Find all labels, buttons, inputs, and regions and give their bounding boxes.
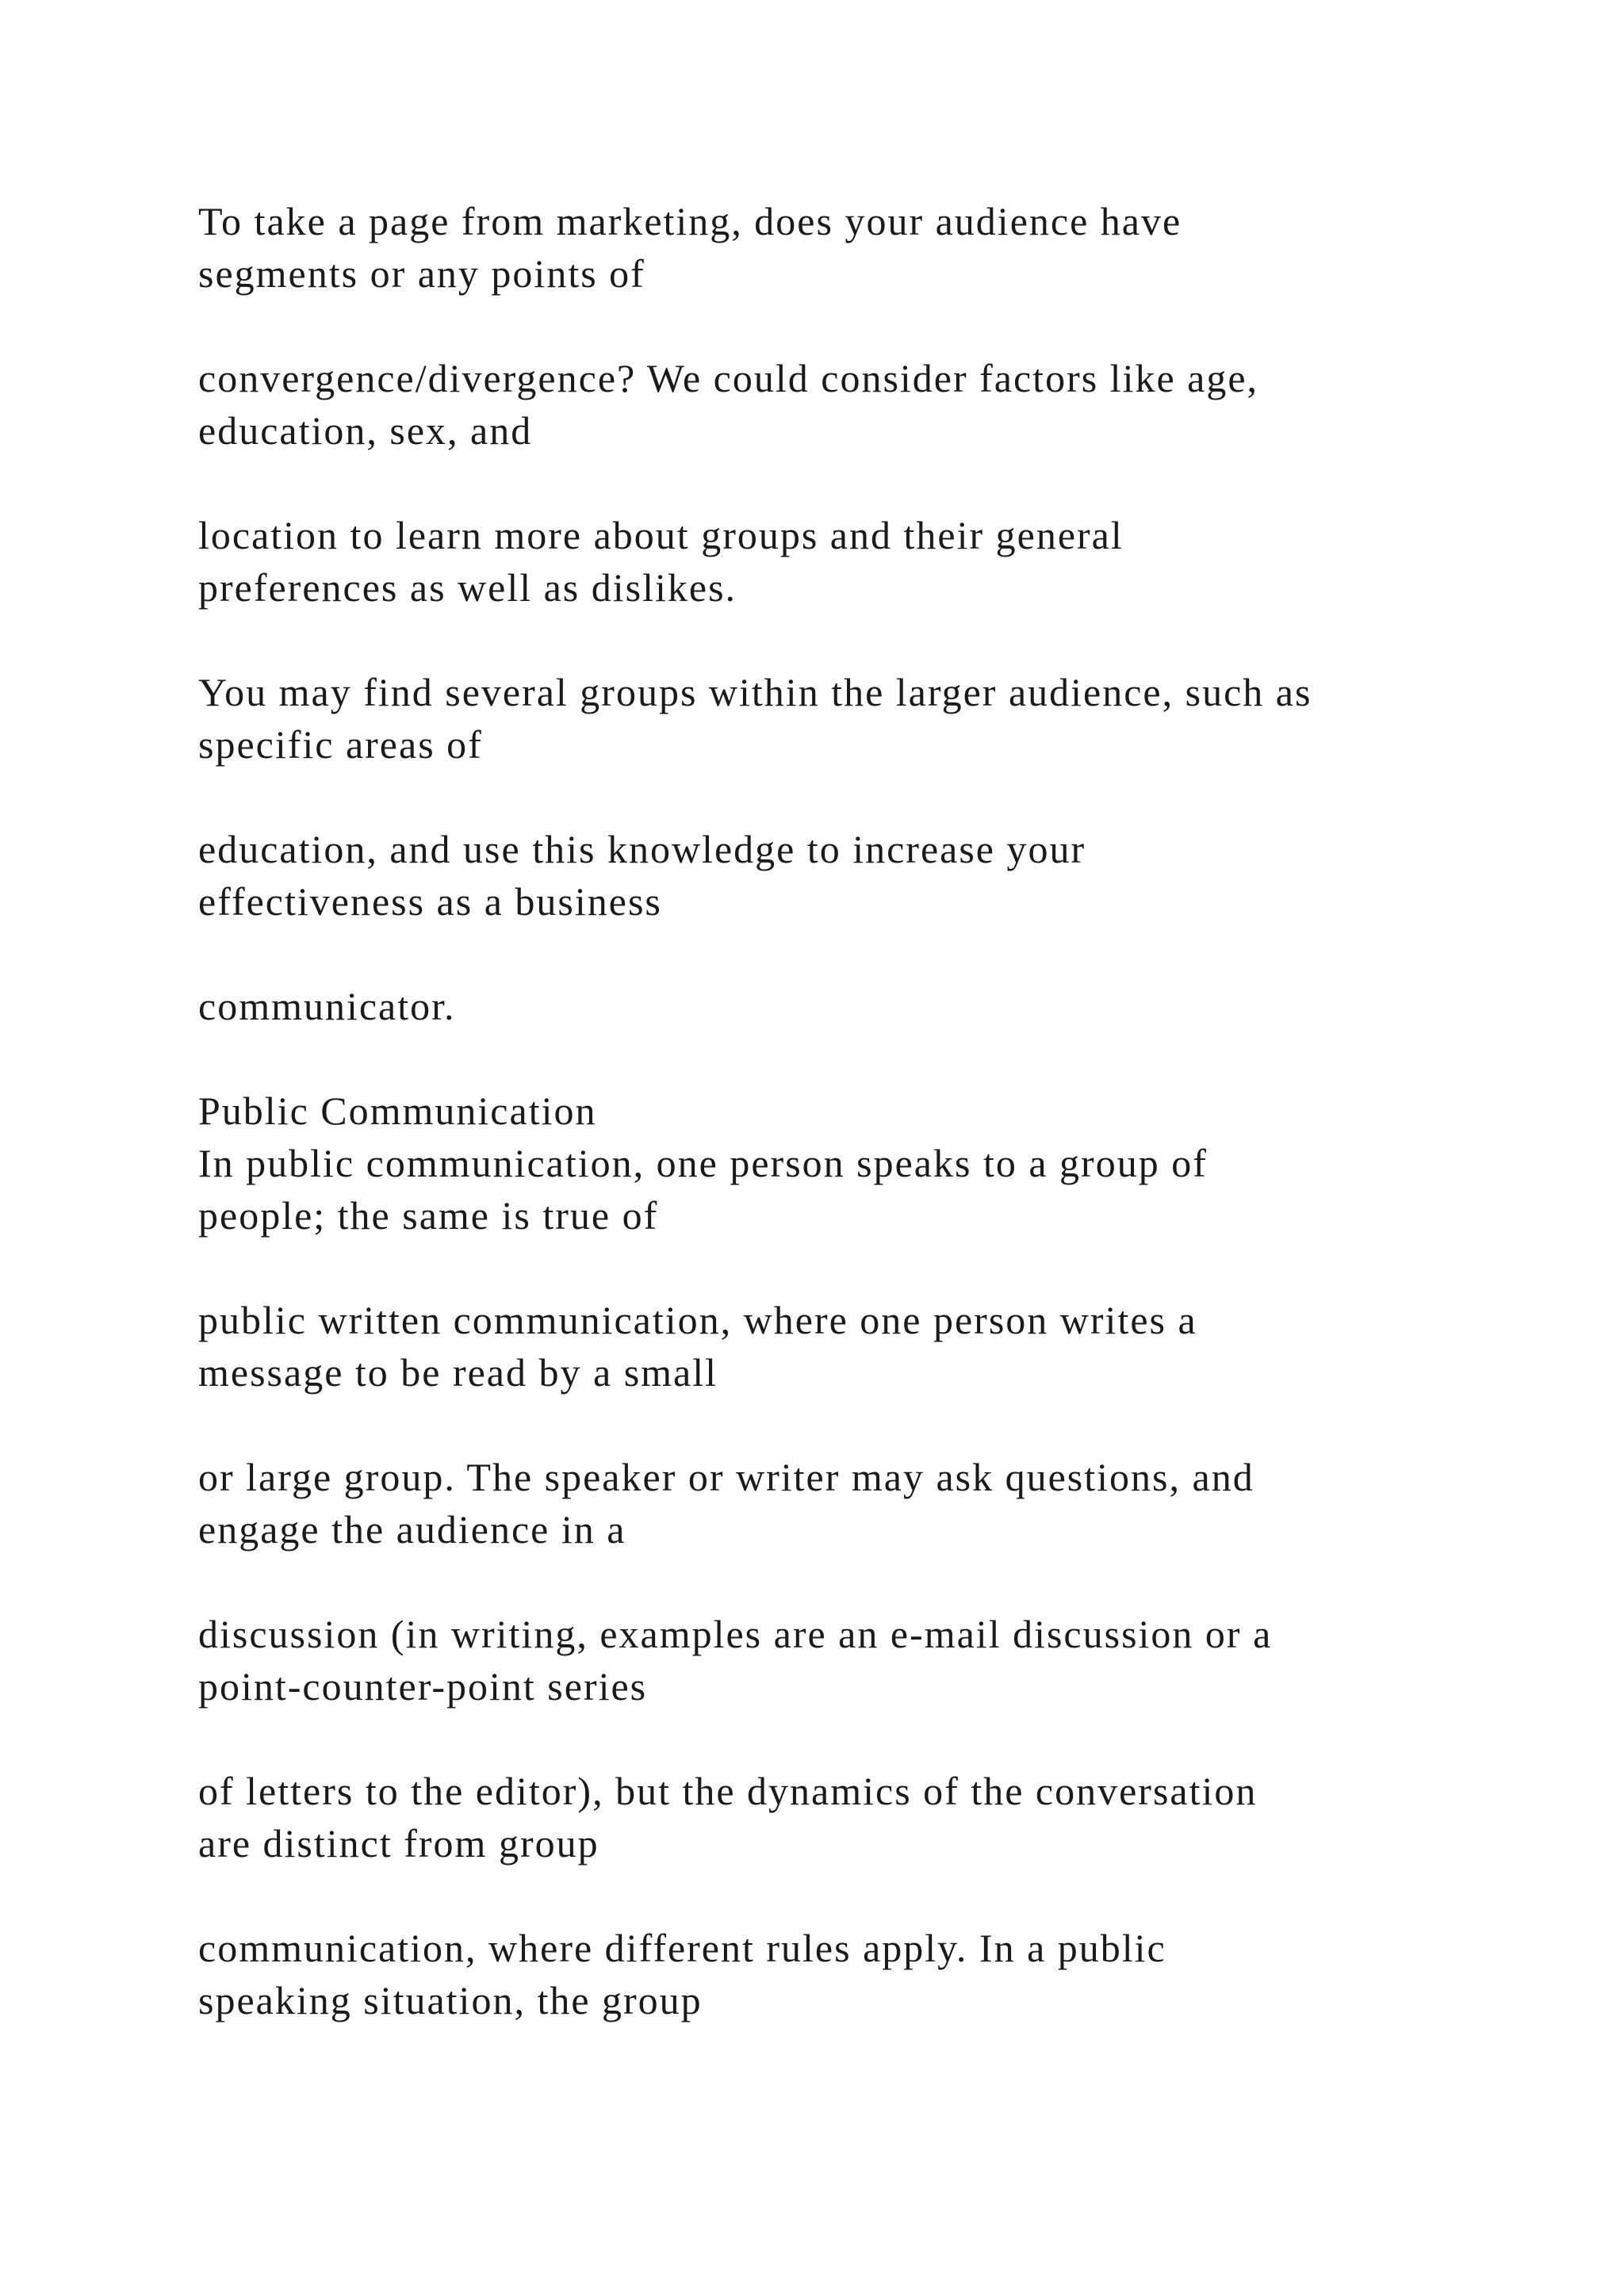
paragraph-6: communicator. — [198, 984, 456, 1028]
section-paragraph-4: discussion (in writing, examples are an e-mail discussion or a point-counter-point series — [198, 1612, 1273, 1709]
paragraph-3: location to learn more about groups and their general preferences as well as dislikes. — [198, 513, 1124, 610]
section-paragraph-5: of letters to the editor), but the dynamics of the conversation are distinct from group — [198, 1769, 1258, 1866]
paragraph-1: To take a page from marketing, does your audience have segments or any points of — [198, 199, 1182, 296]
document-body — [198, 195, 1507, 2026]
section-paragraph-1: In public communication, one person speaks to a group of people; the same is true of — [198, 1141, 1208, 1238]
paragraph-2: convergence/divergence? We could consider factors like age, education, sex, and — [198, 356, 1259, 453]
section-paragraph-6: communication, where different rules apply. In a public speaking situation, the group — [198, 1926, 1166, 2022]
section-paragraph-2: public written communication, where one person writes a message to be read by a small — [198, 1298, 1197, 1395]
section-heading: Public Communication — [198, 1089, 597, 1133]
paragraph-4: You may find several groups within the larger audience, such as specific areas of — [198, 670, 1312, 767]
paragraph-5: education, and use this knowledge to increase your effectiveness as a business — [198, 827, 1086, 924]
section-paragraph-3: or large group. The speaker or writer may ask questions, and engage the audience in a — [198, 1455, 1254, 1552]
